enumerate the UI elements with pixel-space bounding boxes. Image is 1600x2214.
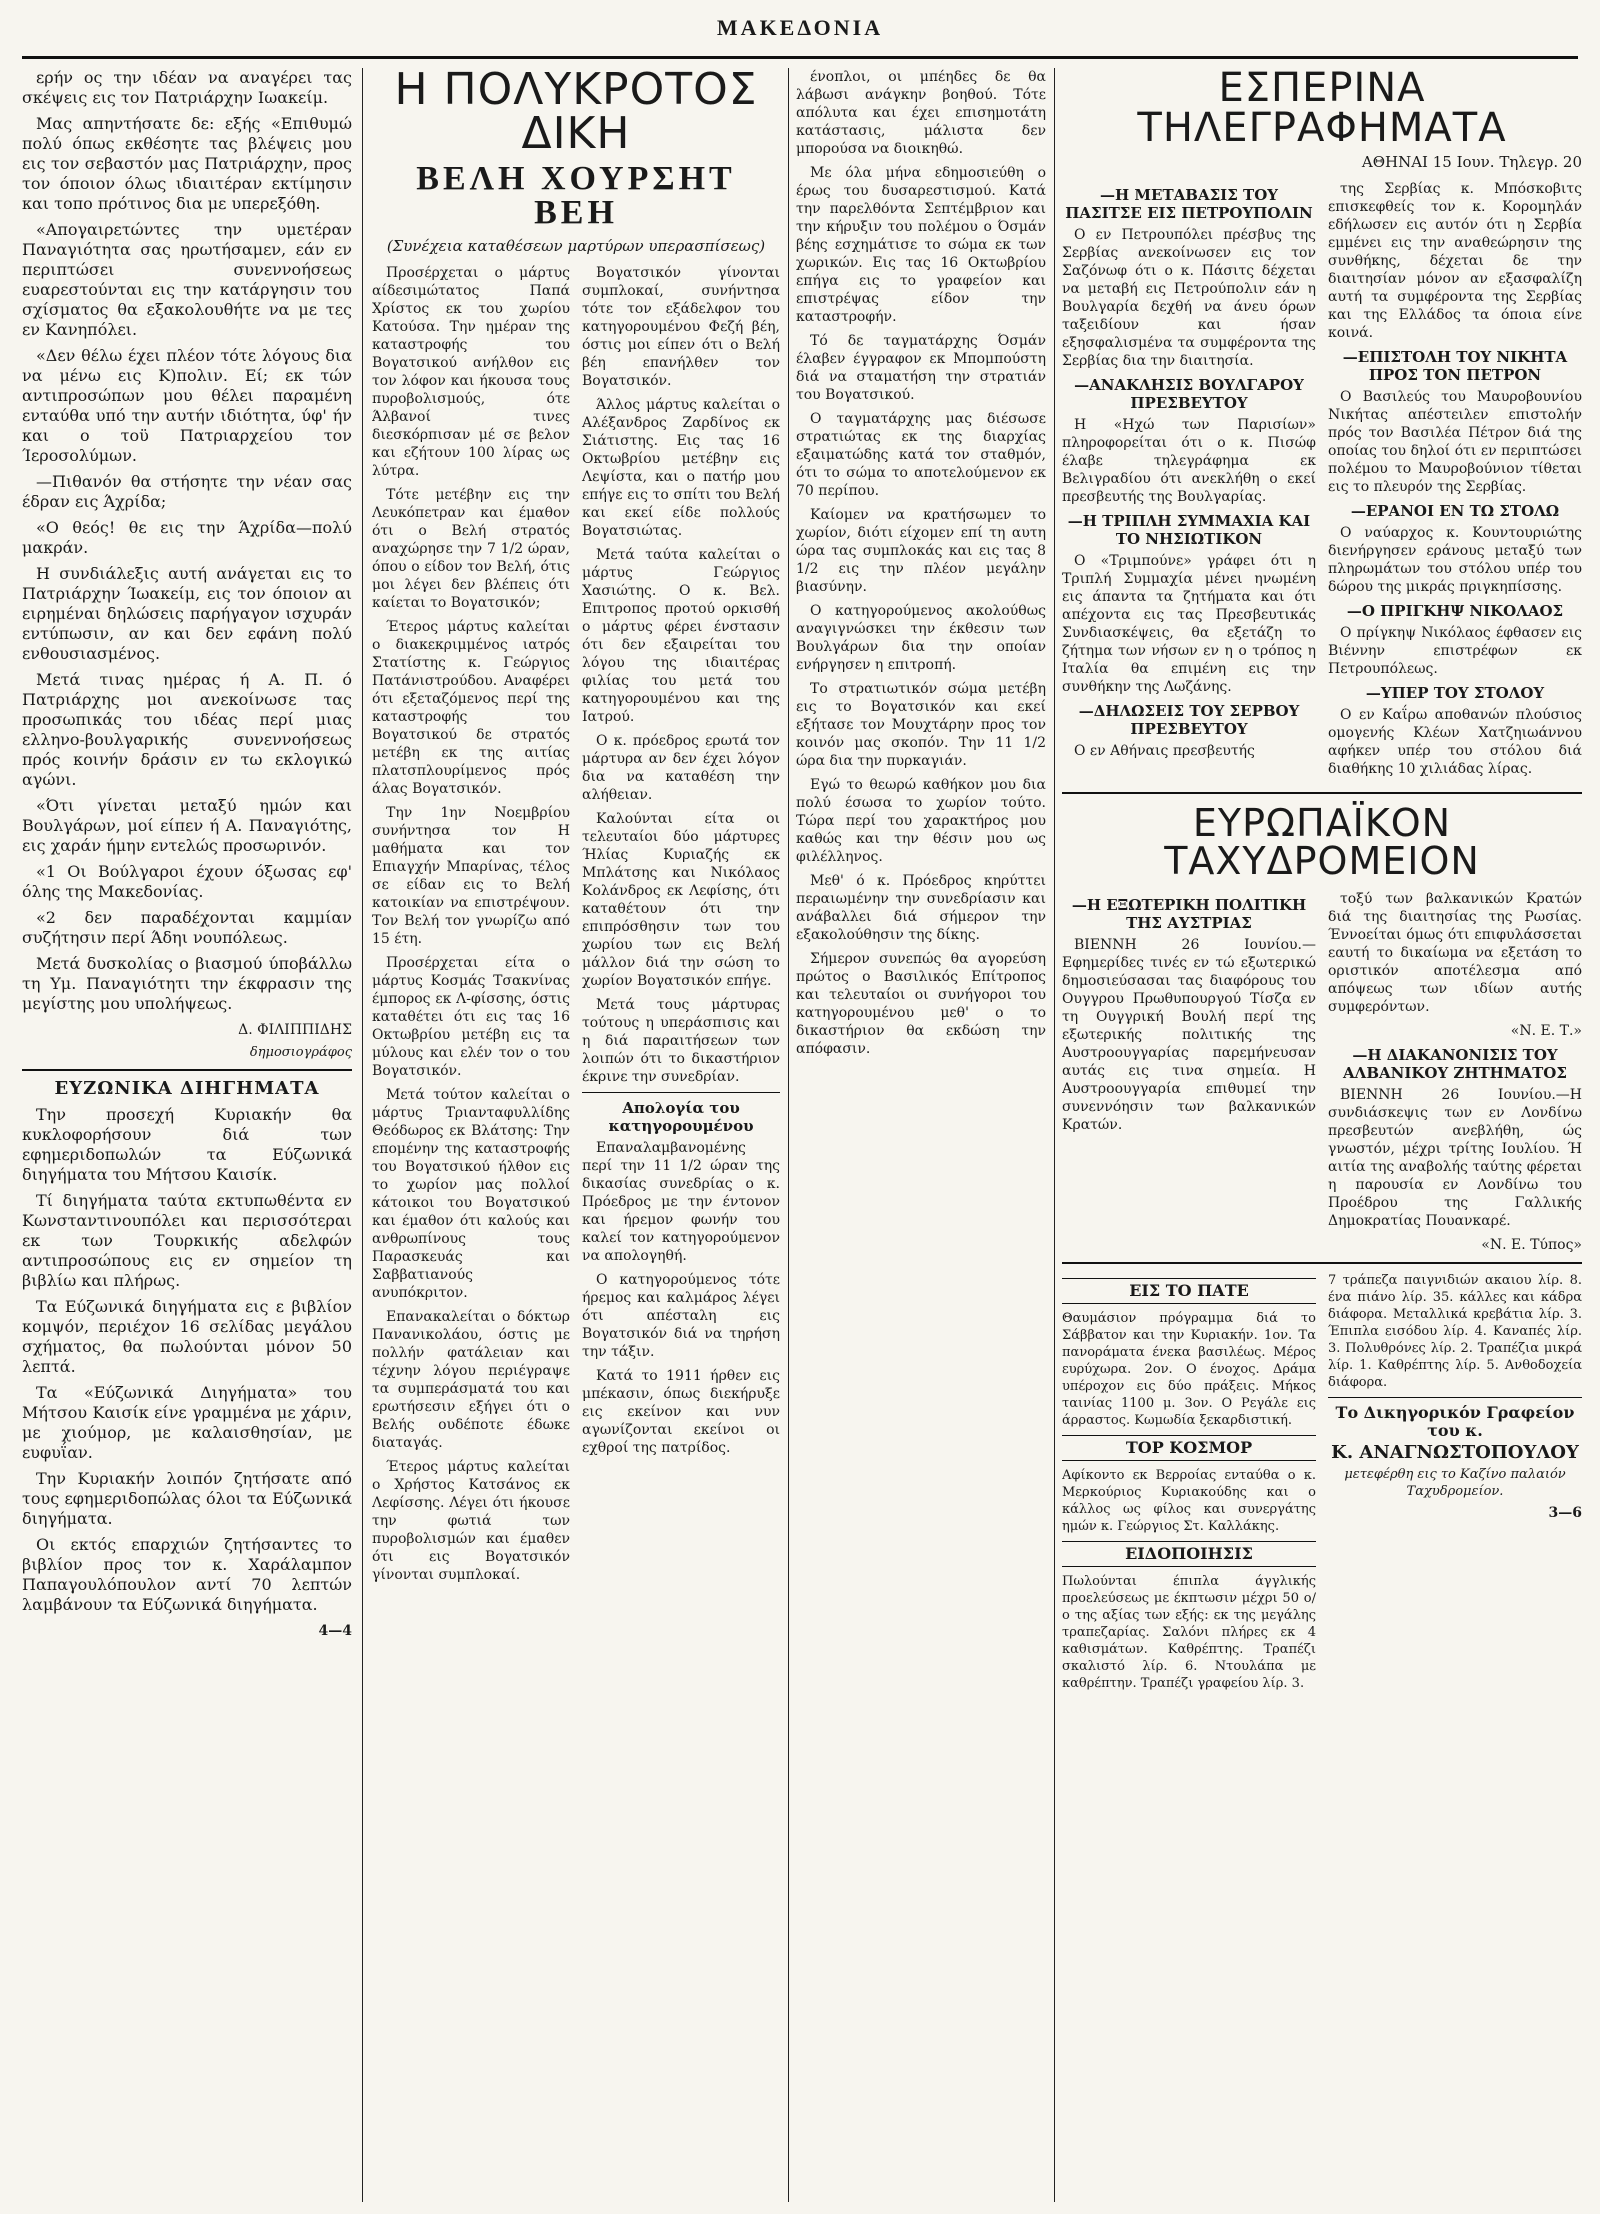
paragraph: Ο κ. πρόεδρος ερωτά τον μάρτυρα αν δεν έχει λόγον δια να καταθέση την αλήθειαν. xyxy=(582,733,780,803)
headline-defendant: ΒΕΛΗ ΧΟΥΡΣΗΤ ΒΕΗ xyxy=(416,160,736,231)
divider xyxy=(1328,1397,1582,1398)
news-item-source: «Ν. Ε. Τύπος» xyxy=(1481,1237,1582,1253)
section-rule xyxy=(1062,792,1582,794)
headline-telegrams: ΕΣΠΕΡΙΝΑ ΤΗΛΕΓΡΑΦΗΜΑΤΑ xyxy=(1137,68,1507,151)
headline-subtitle: (Συνέχεια καταθέσεων μαρτύρων υπερασπίσεως) xyxy=(386,237,766,255)
paragraph: Επαναλαμβανομένης περί την 11 1/2 ώραν της δικασίας συνεδρίας ο κ. Πρόεδρος με την έντονον και ήρεμον φωνήν του καλεί τον κατηγορούμενον να απολογηθή. xyxy=(582,1140,780,1264)
news-item-text: Ο «Τριμπούνε» γράφει ότι η Τριπλή Συμμαχία μένει ηνωμένη εις άπαντα τα ζητήματα και ότι απέχοντα εις τας Πρεσβευτικάς Συνδιασκέψεις, θα εξετάζη το ζήτημα των νήσων εν η ο τρόπος η Ιταλία θα επιμένη εις την συνθήκην της Λωζάνης. xyxy=(1062,553,1316,695)
section-rule xyxy=(22,1069,352,1071)
paragraph: Οι εκτός επαρχιών ζητήσαντες το βιβλίον προς τον κ. Χαράλαμπον Παπαγουλόπουλον αντί 70 λεπτών λαμβάνουν τα Εύζωνικά διηγήματα. xyxy=(22,1535,352,1614)
paragraph: Τα «Εύζωνικά Διηγήματα» του Μήτσου Καισίκ είνε γραμμένα με χάριν, με χιούμορ, με καλαισθησίαν, με ευφυΐαν. xyxy=(22,1383,352,1462)
paragraph: Κατά το 1911 ήρθεν εις μπέκασιν, όπως διεκήρυξε εις εκείνον και νυν αγωνίζονται εκείνοι οι εχθροί της πατρίδος. xyxy=(582,1368,780,1456)
section-rule xyxy=(1062,1262,1582,1264)
news-item-heading: —ΑΝΑΚΛΗΣΙΣ ΒΟΥΛΓΑΡΟΥ ΠΡΕΣΒΕΥΤΟΥ xyxy=(1074,376,1304,412)
newspaper-name: ΜΑΚΕΔΟΝΙΑ xyxy=(716,15,884,40)
news-item-heading: —ΔΗΛΩΣΕΙΣ ΤΟΥ ΣΕΡΒΟΥ ΠΡΕΣΒΕΥΤΟΥ xyxy=(1078,702,1300,738)
column-divider xyxy=(362,68,363,2202)
paragraph: Τότε μετέβην εις την Λευκόπετραν και έμαθον ότι ο Βελή στρατός αναχώρησε την 7 1/2 ώραν, όπου ο είδον τον Βελή, ότις μοι λέγει δεν βλέπεις ότι καίεται το Βογατσικόν; xyxy=(372,487,570,611)
paragraph: «2 δεν παραδέχονται καμμίαν συζήτησιν περί Άδηι νουπόλεως. xyxy=(22,908,352,947)
apology-heading: Απολογία του κατηγορουμένου xyxy=(608,1099,754,1135)
column-divider xyxy=(1054,68,1055,2202)
paragraph: Μετά δυσκολίας ο βιασμού ύποβάλλω τη Υμ. Παναγιότητι την έκφρασιν της μεγίστης μου υπολήψεως. xyxy=(22,954,352,1013)
headline-european-post: ΕΥΡΩΠΑΪΚΟΝ ΤΑΧΥΔΡΟΜΕΙΟΝ xyxy=(1164,801,1480,883)
paragraph: Την 1ην Νοεμβρίου συνήντησα τον Η μαθήματα και τον Επιαγχήν Μπαρίνας, τέλος σε είδαν εις το Βελή κατοικίαν να επιστρέψουν. Τον Βελή τον γνωρίζω από 15 έτη. xyxy=(372,805,570,947)
article-signature-role: δημοσιογράφος xyxy=(249,1045,352,1060)
paragraph: Επανακαλείται ο δόκτωρ Πανανικολάου, όστις με πολλήν φατάλειαν και τέχνην λόγου περιέγραψε τα συμπεράσματά του και ερωτήσεσιν εξήγει ότι ο Βελής ουδέποτε έδωκε διαταγάς. xyxy=(372,1309,570,1451)
trial-continuation xyxy=(796,68,1046,1058)
news-item-heading: —ΥΠΕΡ ΤΟΥ ΣΤΟΛΟΥ xyxy=(1365,684,1545,702)
paragraph: Μετά ταύτα καλείται ο μάρτυς Γεώργιος Χασιώτης. Ο κ. Βελ. Επιτροπος προτού ορκισθή ο μάρτυς φέρει ένστασιν ότι δεν εξαιρείται του λόγου της ιδιαιτέρας φιλίας του μετά του κατηγορουμένου και της Ιατρού. xyxy=(582,547,780,725)
paragraph: Ο ταγματάρχης μας διέσωσε στρατιώτας εκ της διαρχίας εξαιματώδης κατά τον σταθμόν, ότι το σώμα το αποτελούμενον εκ 70 περίπου. xyxy=(796,411,1046,499)
news-item-text: Ο ναύαρχος κ. Κουντουριώτης διενήργησεν εράνους μεταξύ των πληρωμάτων του στόλου υπέρ του δώρου της μικράς πριγκηπίσσης. xyxy=(1328,525,1582,595)
divider xyxy=(582,1092,780,1093)
column-2 xyxy=(372,68,780,2202)
ad-title-kosmos: ΤΟΡ ΚΟΣΜΟΡ xyxy=(1062,1435,1316,1461)
ad-lawyer-mark: 3—6 xyxy=(1548,1505,1582,1521)
paragraph: Την προσεχή Κυριακήν θα κυκλοφορήσουν διά των εφημεριδοπωλών τα Εύζωνικά διηγήματα του Μήτσου Καισίκ. xyxy=(22,1105,352,1184)
article-signature: Δ. ΦΙΛΙΠΠΙΔΗΣ xyxy=(238,1022,352,1038)
article-evzonika-body xyxy=(22,1105,352,1615)
paragraph: Καλούνται είτα οι τελευταίοι δύο μάρτυρες Ήλίας Κυριαζής εκ Μπλάτσης και Νικόλαος Κολάνδρος εκ Λεφίσης, ότι καταθέτουν ότι την επιπρόσθησιν των του χωρίου των εις Βελή μάλλον διά την σώση το χωρίον Βογατσικόν επήγε. xyxy=(582,811,780,989)
paragraph: Τί διηγήματα ταύτα εκτυπωθέντα εν Κωνσταντινουπόλει και περισσότεραι εκ των Τουρκικής αδελφών αντιπροσώπους εις εν σημείον τη βιβλίω και πλήρως. xyxy=(22,1191,352,1290)
news-item-heading: —ΕΠΙΣΤΟΛΗ ΤΟΥ ΝΙΚΗΤΑ ΠΡΟΣ ΤΟΝ ΠΕΤΡΟΝ xyxy=(1342,348,1568,384)
ads-block xyxy=(1062,1272,1582,1692)
news-item-text: Ο εν Πετρουπόλει πρέσβυς της Σερβίας ανεκοίνωσεν εις τον Σαζόνωφ ότι ο κ. Πάσιτς δέχεται να μεταβή εις Πετρούπολιν εάν η Βουλγαρία δεχθή να άνευ όρων ταξειδίουν και ήσαν εξησφαλισμένα τα συμφέροντα της Σερβίας δια την διαιτησία. xyxy=(1062,227,1316,369)
paragraph: Μετά τούτον καλείται ο μάρτυς Τριανταφυλλίδης Θεόδωρος εκ Βλάτσης: Την επομένην της καταστροφής του Βογατσικού ήλθον εις το χωρίον μας πολλοί κάτοικοι του Βογατσικού και έμαθον ότι καλούς και ανθρωπίνους τους Παρασκευάς και Σαββατιανούς ανυπόκριτον. xyxy=(372,1087,570,1301)
news-item-heading: —Ο ΠΡΙΓΚΗΨ ΝΙΚΟΛΑΟΣ xyxy=(1346,602,1564,620)
news-item-heading: —Η ΔΙΑΚΑΝΟΝΙΣΙΣ ΤΟΥ ΑΛΒΑΝΙΚΟΥ ΖΗΤΗΜΑΤΟΣ xyxy=(1343,1046,1567,1082)
paragraph: Άλλος μάρτυς καλείται ο Αλέξανδρος Ζαρδίνος εκ Σιάτιστης. Εις τας 16 Οκτωβρίου μετέβην εις Λεψίστα, και ο πατήρ μου επήγε εις το σπίτι του Βελή και εκεί είδε πολλούς Βογατσιώτας. xyxy=(582,397,780,539)
paragraph: Καίομεν να κρατήσωμεν το χωρίον, διότι είχομεν επί τη αυτη ώρα τας συμπλοκάς και εις τας 8 1/2 εις την πλέον μεγάλην βιασύνην. xyxy=(796,507,1046,595)
paragraph: Ο κατηγορούμενος τότε ήρεμος και καλμάρος λέγει ότι απέσταλη εις Βογατσικόν διά να τηρήση την τάξιν. xyxy=(582,1272,780,1360)
post-block xyxy=(1062,890,1582,1254)
end-mark: 4—4 xyxy=(318,1623,352,1639)
paragraph: ερήν ος την ιδέαν να αναγέρει τας σκέψεις εις τον Πατριάρχην Ιωακείμ. xyxy=(22,68,352,107)
column-1 xyxy=(22,68,352,2202)
news-item-heading: —Η ΜΕΤΑΒΑΣΙΣ ΤΟΥ ΠΑΣΙΤΣΕ ΕΙΣ ΠΕΤΡΟΥΠΟΛΙΝ xyxy=(1065,186,1313,222)
paragraph: Ο κατηγορούμενος ακολούθως αναγιγνώσκει την έκθεσιν των Βουλγάρων δια την οποίαν ενήργησεν η επιτροπή. xyxy=(796,603,1046,673)
paragraph: «Απογαιρετώντες την υμετέραν Παναγιότητα σας ηρωτήσαμεν, εάν εν περιπτώσει συνεννοήσεως ευαρεστούνται εις την κατάργησιν του σχίσματος θα εξακολουθήτε να με τες εν Κανηπόλει. xyxy=(22,220,352,339)
news-item-text: Ο Βασιλεύς του Μαυροβουνίου Νικήτας απέστειλεν επιστολήν πρός τον Βασιλέα Πέτρον διά της οποίας του δηλοί ότι εν περιπτώσει πολέμου το Μαυροβούνιον τίθεται εις το πλευρόν της Σερβίας. xyxy=(1328,389,1582,495)
ad-text-kosmos: Αφίκοντο εκ Βερροίας ενταύθα ο κ. Μερκούριος Κυριακούδης και ο κάλλος ως φίλος και συνεργάτης ημών κ. Γεώργιος Στ. Καλλάκης. xyxy=(1062,1468,1316,1534)
telegrams-block xyxy=(1062,180,1582,784)
trial-article xyxy=(372,264,780,1590)
paragraph: Τα Εύζωνικά διηγήματα εις ε βιβλίον κομψόν, περιέχον 16 σελίδας μεγάλου σχήματος, θα πωλούνται μόνον 50 λεπτά. xyxy=(22,1297,352,1376)
news-item-text: Ο εν Καΐρω αποθανών πλούσιος ομογενής Κλέων Χατζηιωάννου αφήκεν υπέρ του στόλου διά διαθήκης 10 χιλιάδας λίρας. xyxy=(1328,707,1582,777)
paragraph: Έτερος μάρτυς καλείται ο διακεκριμμένος ιατρός Στατίστης κ. Γεώργιος Πατάνιστρούδου. Αναφέρει ότι εξεταζόμενος περί της καταστροφής του Βογατσικού δε στρατός μετέβη εκ της αιτίας πλατσπλουρίμενος πρός άλας Βογατσικόν. xyxy=(372,619,570,797)
paragraph: «Δεν θέλω έχει πλέον τότε λόγους δια να μένω εις Κ)πολιν. Εί; εκ τών αντιπροσώπων μου θέλει παραμένη ενταύθα υπό την αυτήν ιδιότητα, ύφ' ήν και ο τοϋ Πατριαρχείου τον Ίεροσολύμων. xyxy=(22,346,352,465)
news-item-text: Ο εν Αθήναις πρεσβευτής xyxy=(1074,743,1255,759)
paragraph: Τό δε ταγματάρχης Όσμάν έλαβεν έγγραφον εκ Μπομπούστη διά να σταματήση την στρατιάν του Βογατσικού. xyxy=(796,333,1046,403)
telegram-dateline: ΑΘΗΝΑΙ 15 Ιουν. Τηλεγρ. 20 xyxy=(1361,153,1582,171)
masthead-rule xyxy=(22,56,1578,59)
ad-title-lawyer: Το Δικηγορικόν Γραφείον του κ. xyxy=(1335,1403,1575,1440)
ad-text-furniture: 7 τράπεζα παιγνιδιών ακαιου λίρ. 8. ένα πιάνο λίρ. 35. κάλλες και κάδρα διάφορα. Μεταλλικά κρεβάτια λίρ. 3. Έπιπλα εισόδου λίρ. 4. Καναπές λίρ. 3. Πολυθρόνες λίρ. 2. Τραπέζια μικρά λίρ. 1. Καθρέπτης λίρ. 5. Ανθοδοχεία διάφορα. xyxy=(1328,1273,1582,1390)
paragraph: Εγώ το θεωρώ καθήκον μου δια πολύ έσωσα το χωρίον τούτο. Τώρα περί του χαρακτήρος μου καθώς και την θέσιν μου ως φιλέλληνος. xyxy=(796,777,1046,865)
paragraph: Έτερος μάρτυς καλείται ο Χρήστος Κατσάνος εκ Λεφίσσης. Λέγει ότι ήκουσε την φωτιά των πυροβολισμών και έμαθεν ότι εις Βογατσικόν γίνονται συμπλοκαί. xyxy=(372,1459,570,1583)
news-item-text: τοξύ των βαλκανικών Κρατών διά της διαιτησίας της Ρωσίας. Έννοείται όμως ότι επιφυλάσσεται εαυτή το δικαίωμα να εξετάση το οριστικόν αποτέλεσμα από απόψεως των ιδίων αυτής συμφερόντων. xyxy=(1328,891,1582,1015)
column-4 xyxy=(1062,68,1582,2202)
news-item-heading: —ΕΡΑΝΟΙ ΕΝ ΤΩ ΣΤΟΛΩ xyxy=(1350,502,1560,520)
ad-text-pate: Θαυμάσιον πρόγραμμα διά το Σάββατον και την Κυριακήν. 1ον. Τα πανοράματα ένεκα βασιλέως. Μέρος ευρύχωρα. 2ον. Ο ένοχος. Δράμα υπέροχον εις δύο πράξεις. Μήκος ταινίας 1100 μ. 3ον. Ο Ρεγάλε εις άρραστος. Κωμωδία ξεκαρδιστική. xyxy=(1062,1311,1316,1428)
ad-title-notice: ΕΙΔΟΠΟΙΗΣΙΣ xyxy=(1062,1541,1316,1567)
ad-lawyer-name: Κ. ΑΝΑΓΝΩΣΤΟΠΟΥΛΟΥ xyxy=(1331,1442,1579,1463)
news-item-source: «Ν. Ε. Τ.» xyxy=(1510,1023,1582,1039)
headline-trial: Η ΠΟΛΥΚΡΟΤΟΣ ΔΙΚΗ xyxy=(394,68,758,159)
news-item-heading: —Η ΕΞΩΤΕΡΙΚΗ ΠΟΛΙΤΙΚΗ ΤΗΣ ΑΥΣΤΡΙΑΣ xyxy=(1071,896,1307,932)
paragraph: «Ο θεός! θε εις την Άχρίδα—πολύ μακράν. xyxy=(22,518,352,557)
paragraph: «1 Οι Βούλγαροι έχουν όξωσας εφ' όλης της Μακεδονίας. xyxy=(22,862,352,901)
trial-column-right xyxy=(582,264,780,1590)
masthead xyxy=(0,0,1600,56)
paragraph: Σήμερον συνεπώς θα αγορεύση πρώτος ο Βασιλικός Επίτροπος και τελευταίοι οι συνήγοροι του κατηγορουμένου μεθ' ο το δικαστήριον θα εκδώση την απόφασιν. xyxy=(796,951,1046,1057)
news-item-text: ΒΙΕΝΝΗ 26 Ιουνίου.—Εφημερίδες τινές εν τώ εξωτερικώ δημοσιεύσασαι τας διαφόρους του Ουγγρου Πρωθυπουργού Τίσζα εν τη Ουγγρική Βουλή περί της εξωτερικής πολιτικής της Αυστροουγγαρίας παρεμήνευσαν αυτάς εις τινα σημεία. Η Αυστροουγγαρία επιθυμεί την συνεννόησιν των βαλκανικών Κρατών. xyxy=(1062,937,1316,1133)
paragraph: —Πιθανόν θα στήσητε την νέαν σας έδραν εις Άχρίδα; xyxy=(22,472,352,511)
paragraph: Την Κυριακήν λοιπόν ζητήσατε από τους εφημεριδοπώλας όλοι τα Εύζωνικά διηγήματα. xyxy=(22,1469,352,1528)
paragraph: «Ότι γίνεται μεταξύ ημών και Βουλγάρων, μοί είπεν ή Α. Παναγιότης, εις χαράν ήμην εντελώς προσωρινόν. xyxy=(22,796,352,855)
news-item-heading: —Η ΤΡΙΠΛΗ ΣΥΜΜΑΧΙΑ ΚΑΙ ΤΟ ΝΗΣΙΩΤΙΚΟΝ xyxy=(1067,512,1311,548)
ad-title-pate: ΕΙΣ ΤΟ ΠΑΤΕ xyxy=(1062,1278,1316,1304)
paragraph: Προσέρχεται είτα ο μάρτυς Κοσμάς Τσακνίνας έμπορος εκ Λ-φίσσης, όστις καταθέτει ότι εις τας 16 Οκτωβρίου μετέβη εις τα μύλους και ελέν τον ο του Βογατσικόν. xyxy=(372,955,570,1079)
ad-text-notice: Πωλούνται έπιπλα άγγλικής προελεύσεως με έκπτωσιν μέχρι 50 ο/ο της αξίας των εξής: εκ της μεγάλης τραπεζαρίας. Σαλόνι πλήρες εκ 4 καθισμάτων. Καθρέπτης. Τραπέζι σκαλιστό λίρ. 6. Ντουλάπα με καθρέπτην. Τραπέζι γραφείου λίρ. 3. xyxy=(1062,1574,1316,1691)
paragraph: Μεθ' ό κ. Πρόεδρος κηρύττει περαιωμένην την συνεδρίασιν και ανάβαλλει διά σήμερον την εξακολούθησιν της δίκης. xyxy=(796,873,1046,943)
news-item-text: Ο πρίγκηψ Νικόλαος έφθασεν εις Βιέννην επιστρέφων εκ Πετρουπόλεως. xyxy=(1328,625,1582,677)
column-3 xyxy=(796,68,1046,2202)
paragraph: ένοπλοι, οι μπέηδες δε θα λάβωσι ανάγκην βοηθού. Τότε απόλυτα και έχει επισημοτάτη κατάστασις, μάλιστα δεν μπορούσα να διοικηθώ. xyxy=(796,69,1046,157)
paragraph: Μετά τους μάρτυρας τούτους η υπεράσπισις και η διά παραιτήσεων των λοιπών ότι το δικαστήριον έκρινε την συνεδρίαν. xyxy=(582,997,780,1085)
paragraph: Η συνδιάλεξις αυτή ανάγεται εις το Πατριάρχην Ίωακείμ, εις τον όποιον αι ειρημέναι δηλώσεις παρήγαγον ισχυράν εντύπωσιν, αν και δεν εφάνη πολύ ενθουσιασμένος. xyxy=(22,564,352,663)
paragraph: Μετά τινας ημέρας ή Α. Π. ό Πατριάρχης μοι ανεκοίνωσε τας προσωπικάς του ιδέας περί μιας ελληνο-βουλγαρικής συνεννοήσεως πρός κοινήν δράσιν εν τω εκλογικώ αγώνι. xyxy=(22,670,352,789)
paragraph: Το στρατιωτικόν σώμα μετέβη εις το Βογατσικόν και εκεί εξήτασε τον Μουχτάρην προς τον κοινόν μας σκοπόν. Την 11 1/2 ώρα δια την πυρκαγιάν. xyxy=(796,681,1046,769)
news-item-text: ΒΙΕΝΝΗ 26 Ιουνίου.—Η συνδιάσκεψις των εν Λονδίνω πρεσβευτών ανεβλήθη, ώς γνωστόν, μέχρι τρίτης Ιουλίου. Ή αιτία της αναβολής ταύτης φέρεται η παρουσία εν Λονδίνω του Προέδρου της Γαλλικής Δημοκρατίας Πουανκαρέ. xyxy=(1328,1087,1582,1229)
news-item-text: της Σερβίας κ. Μπόσκοβιτς επισκεφθείς τον κ. Κορομηλάν εδήλωσεν εις αυτόν ότι η Σερβία εμμένει εις την αναθεώρησιν της συνθήκης, δέχεται δε την διαιτησίαν μόνον αν εξασφαλίζη αυτή τα συμφέροντα της Σερβίας και της Ελλάδος τα όποια είνε κοινά. xyxy=(1328,181,1582,341)
column-divider xyxy=(788,68,789,2202)
ad-lawyer-text: μετεφέρθη εις το Καζίνο παλαιόν Ταχυδρομείον. xyxy=(1344,1467,1566,1499)
article-patriarch-body xyxy=(22,68,352,1014)
paragraph: Με όλα μήνα εδημοσιεύθη ο έρως του δυσαρεστισμού. Κατά την παρελθόντα Σεπτέμβριον και την κήρυξιν του πολέμου ο Όσμάν βέης εσχημάτισε το σώμα εκ των χωρικών. Εις τας 16 Οκτωβρίου επήγα εις το γραφείον και επιστρέψας είδον την καταστροφήν. xyxy=(796,165,1046,325)
trial-column-left xyxy=(372,264,570,1590)
news-item-text: Η «Ηχώ των Παρισίων» πληροφορείται ότι ο κ. Πισώφ έλαβε τηλεγράφημα εκ Βελιγραδίου ότι ανεκλήθη ο εκεί πρεσβευτής της Βουλγαρίας. xyxy=(1062,417,1316,505)
paragraph: Βογατσικόν γίνονται συμπλοκαί, συνήντησα τότε τον εξάδελφον του κατηγορουμένου Φεζή βέη, όστις μοι είπεν ότι ο Βελή βέη επανήλθεν τον Βογατσικόν. xyxy=(582,265,780,389)
paragraph: Προσέρχεται ο μάρτυς αίδεσιμώτατος Παπά Χρίστος εκ του χωρίου Κατούσα. Την ημέραν της καταστροφής του Βογατσικού ανήλθον εις τον λόφον και ήκουσα τους πυροβολισμούς, ότε Άλβανοί τινες διεσκόρπισαν μέ σε βελον και εζήτουν 100 λίρας ως λύτρα. xyxy=(372,265,570,479)
section-title-evzonika: ΕΥΖΩΝΙΚΑ ΔΙΗΓΗΜΑΤΑ xyxy=(54,1078,320,1099)
paragraph: Μας απηντήσατε δε: εξής «Επιθυμώ πολύ όπως εκθέσητε τας βλέψεις μου εις τον σεβαστόν μας Πατριάρχην, προς τον όποιον όλως ιδιαιτέραν εκτίμησιν και τοπο πρότινος δια με υπερεξόθη. xyxy=(22,114,352,213)
